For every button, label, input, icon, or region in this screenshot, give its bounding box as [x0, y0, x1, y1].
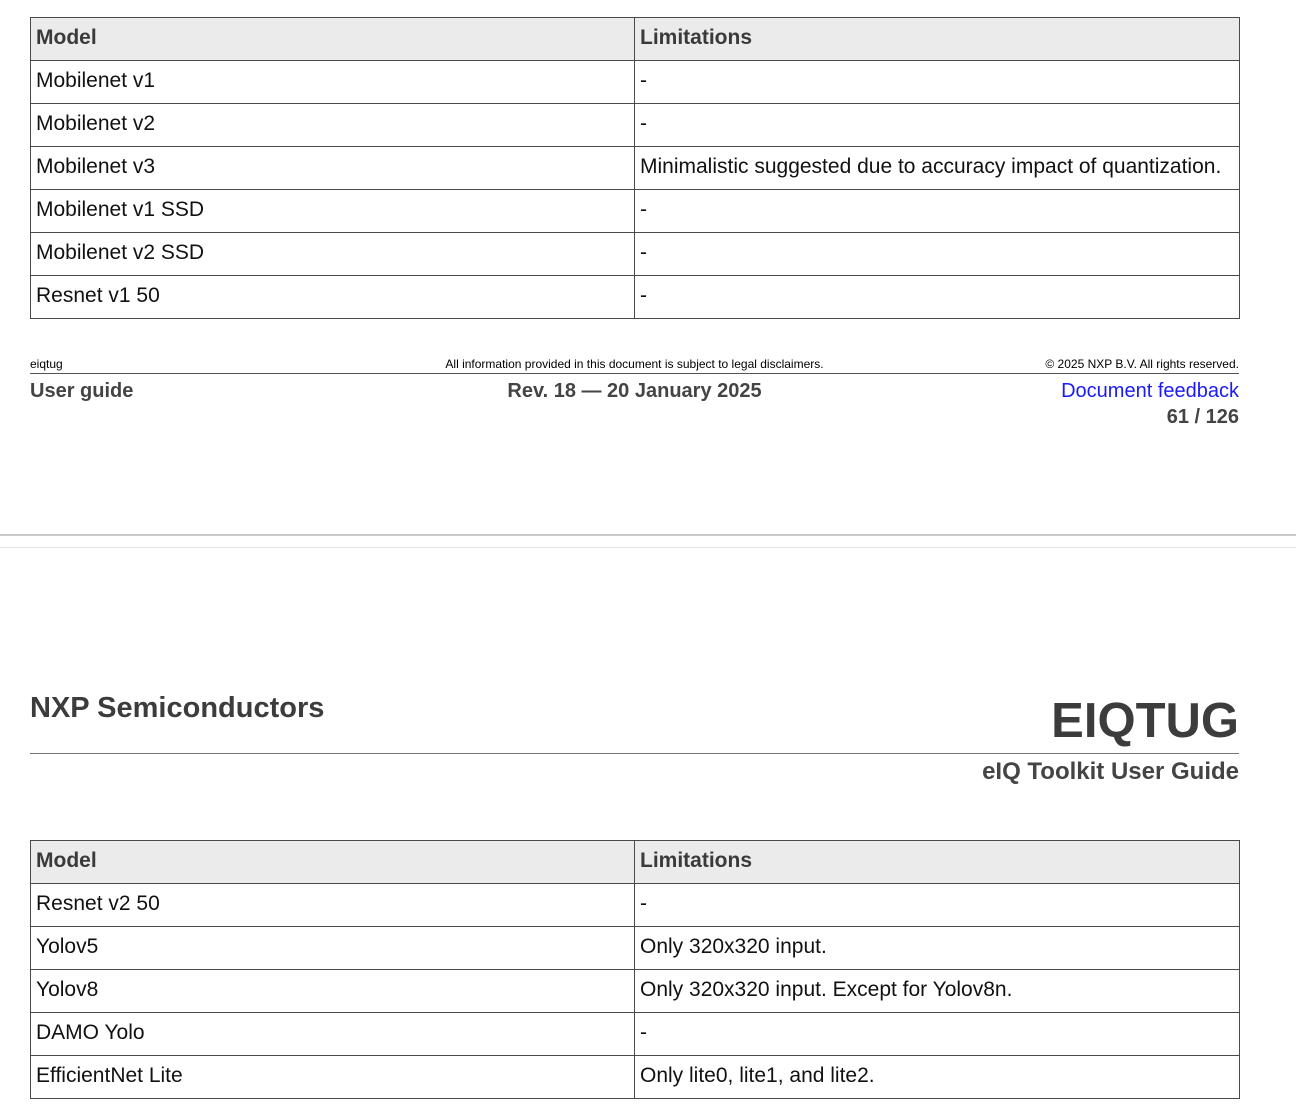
- limitation-cell: -: [635, 104, 1240, 147]
- model-cell: Yolov8: [31, 970, 635, 1013]
- document-page-61: [0, 0, 1296, 534]
- limitation-cell: Minimalistic suggested due to accuracy impact of quantization.: [635, 147, 1240, 190]
- model-limitations-table: [30, 17, 1240, 319]
- table-row: [31, 927, 1240, 970]
- header-divider: [30, 753, 1239, 754]
- model-limitations-table-continued: [30, 840, 1240, 1099]
- limitation-cell: -: [635, 276, 1240, 319]
- model-cell: EfficientNet Lite: [31, 1056, 635, 1099]
- limitation-cell: -: [635, 884, 1240, 927]
- limitation-cell: Only 320x320 input.: [635, 927, 1240, 970]
- page-footer: [30, 357, 1239, 437]
- table-row: [31, 104, 1240, 147]
- header-doc-title: eIQ Toolkit User Guide: [982, 758, 1239, 785]
- model-cell: Resnet v2 50: [31, 884, 635, 927]
- limitation-cell: -: [635, 61, 1240, 104]
- column-header-model: Model: [31, 18, 635, 61]
- table-row: [31, 147, 1240, 190]
- limitation-cell: -: [635, 233, 1240, 276]
- table-row: [31, 61, 1240, 104]
- model-cell: Mobilenet v3: [31, 147, 635, 190]
- model-cell: Mobilenet v2: [31, 104, 635, 147]
- header-company-name: NXP Semiconductors: [30, 692, 325, 724]
- model-cell: Yolov5: [31, 927, 635, 970]
- table-row: [31, 233, 1240, 276]
- table-row: [31, 970, 1240, 1013]
- model-cell: Mobilenet v1 SSD: [31, 190, 635, 233]
- limitation-cell: -: [635, 1013, 1240, 1056]
- footer-disclaimer: All information provided in this document is subject to legal disclaimers.: [445, 357, 824, 371]
- table-header-row: [31, 841, 1240, 884]
- model-cell: Mobilenet v2 SSD: [31, 233, 635, 276]
- table-row: [31, 190, 1240, 233]
- page-separator: [0, 534, 1296, 548]
- table-row: [31, 276, 1240, 319]
- table-header-row: [31, 18, 1240, 61]
- footer-divider: [30, 373, 1239, 374]
- footer-doc-id: eiqtug: [30, 357, 63, 371]
- model-cell: Mobilenet v1: [31, 61, 635, 104]
- table-row: [31, 1056, 1240, 1099]
- header-doc-code: EIQTUG: [1051, 694, 1239, 748]
- column-header-limitations: Limitations: [635, 18, 1240, 61]
- document-feedback-link[interactable]: Document feedback: [1061, 380, 1239, 402]
- footer-copyright: © 2025 NXP B.V. All rights reserved.: [1045, 357, 1239, 371]
- model-cell: Resnet v1 50: [31, 276, 635, 319]
- limitation-cell: Only lite0, lite1, and lite2.: [635, 1056, 1240, 1099]
- column-header-limitations: Limitations: [635, 841, 1240, 884]
- footer-page-number: 61 / 126: [1166, 406, 1239, 428]
- footer-revision: Rev. 18 — 20 January 2025: [507, 380, 762, 402]
- limitation-cell: Only 320x320 input. Except for Yolov8n.: [635, 970, 1240, 1013]
- model-cell: DAMO Yolo: [31, 1013, 635, 1056]
- column-header-model: Model: [31, 841, 635, 884]
- table-row: [31, 1013, 1240, 1056]
- table-row: [31, 884, 1240, 927]
- limitation-cell: -: [635, 190, 1240, 233]
- footer-doc-type: User guide: [30, 380, 134, 402]
